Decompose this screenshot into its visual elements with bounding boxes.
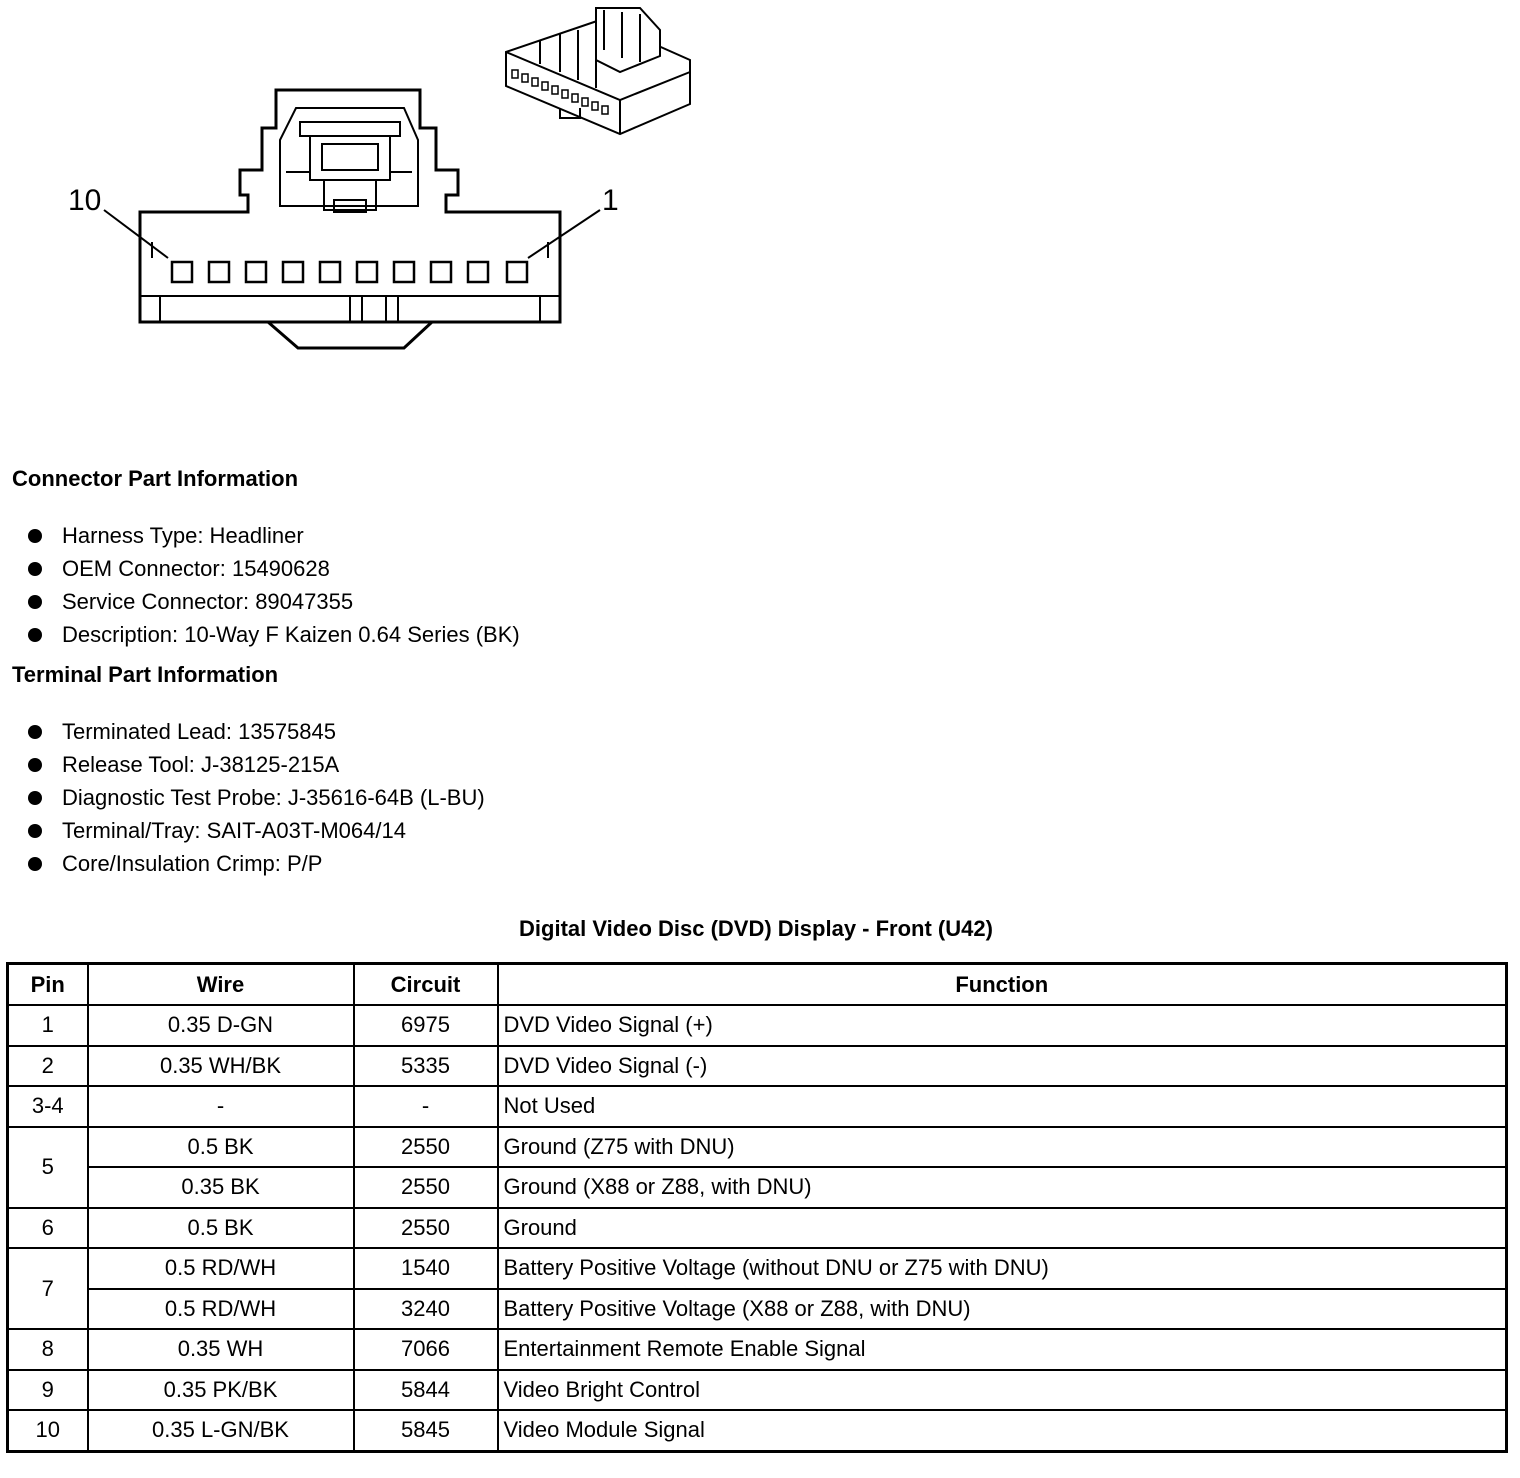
cell-wire: - <box>88 1086 354 1127</box>
cell-function: DVD Video Signal (+) <box>498 1005 1507 1046</box>
cell-circuit: 2550 <box>354 1167 498 1208</box>
table-row <box>8 1086 1507 1127</box>
list-item: OEM Connector: 15490628 <box>28 552 520 585</box>
cell-circuit: 5845 <box>354 1410 498 1451</box>
cell-wire: 0.5 BK <box>88 1208 354 1249</box>
cell-wire: 0.5 RD/WH <box>88 1248 354 1289</box>
cell-wire: 0.35 D-GN <box>88 1005 354 1046</box>
cell-pin: 7 <box>8 1248 88 1329</box>
cell-function: Entertainment Remote Enable Signal <box>498 1329 1507 1370</box>
cell-pin: 8 <box>8 1329 88 1370</box>
table-row <box>8 1410 1507 1451</box>
table-title: Digital Video Disc (DVD) Display - Front (U42) <box>519 916 993 941</box>
cell-pin: 6 <box>8 1208 88 1249</box>
cell-function: DVD Video Signal (-) <box>498 1046 1507 1087</box>
header-pin: Pin <box>8 964 88 1006</box>
connector-diagram <box>0 0 760 420</box>
table-row <box>8 1329 1507 1370</box>
cell-circuit: 2550 <box>354 1208 498 1249</box>
list-item: Description: 10-Way F Kaizen 0.64 Series (BK) <box>28 618 520 651</box>
cell-circuit: 6975 <box>354 1005 498 1046</box>
cell-pin: 9 <box>8 1370 88 1411</box>
cell-circuit: 3240 <box>354 1289 498 1330</box>
pin-10-label: 10 <box>68 184 102 217</box>
list-item: Diagnostic Test Probe: J-35616-64B (L-BU) <box>28 781 485 814</box>
pinout-table <box>6 962 1508 1453</box>
header-wire: Wire <box>88 964 354 1006</box>
cell-function: Video Module Signal <box>498 1410 1507 1451</box>
cell-pin: 10 <box>8 1410 88 1451</box>
table-row <box>8 1208 1507 1249</box>
cell-circuit: 5335 <box>354 1046 498 1087</box>
header-function: Function <box>498 964 1507 1006</box>
terminal-info-list <box>28 715 485 880</box>
cell-pin: 1 <box>8 1005 88 1046</box>
cell-circuit: 2550 <box>354 1127 498 1168</box>
list-item: Harness Type: Headliner <box>28 519 520 552</box>
table-row <box>8 1289 1507 1330</box>
cell-wire: 0.35 PK/BK <box>88 1370 354 1411</box>
cell-function: Ground <box>498 1208 1507 1249</box>
connector-face-drawing <box>0 0 760 420</box>
table-row <box>8 1127 1507 1168</box>
list-item: Terminal/Tray: SAIT-A03T-M064/14 <box>28 814 485 847</box>
pin-cavities <box>172 262 527 282</box>
cell-wire: 0.5 BK <box>88 1127 354 1168</box>
cell-circuit: 1540 <box>354 1248 498 1289</box>
cell-circuit: 5844 <box>354 1370 498 1411</box>
cell-wire: 0.35 WH <box>88 1329 354 1370</box>
connector-info-title: Connector Part Information <box>12 466 299 491</box>
table-row <box>8 1167 1507 1208</box>
table-row <box>8 1005 1507 1046</box>
cell-circuit: - <box>354 1086 498 1127</box>
connector-iso-view <box>506 8 690 134</box>
table-row <box>8 1370 1507 1411</box>
cell-wire: 0.5 RD/WH <box>88 1289 354 1330</box>
cell-function: Ground (Z75 with DNU) <box>498 1127 1507 1168</box>
terminal-info-title: Terminal Part Information <box>12 662 279 687</box>
cell-function: Battery Positive Voltage (without DNU or Z75 with DNU) <box>498 1248 1507 1289</box>
header-circuit: Circuit <box>354 964 498 1006</box>
cell-function: Not Used <box>498 1086 1507 1127</box>
table-header-row <box>8 964 1507 1006</box>
table-row <box>8 1046 1507 1087</box>
cell-circuit: 7066 <box>354 1329 498 1370</box>
list-item: Core/Insulation Crimp: P/P <box>28 847 485 880</box>
table-row <box>8 1248 1507 1289</box>
cell-pin: 2 <box>8 1046 88 1087</box>
connector-info-list <box>28 519 520 651</box>
cell-wire: 0.35 L-GN/BK <box>88 1410 354 1451</box>
cell-function: Ground (X88 or Z88, with DNU) <box>498 1167 1507 1208</box>
cell-function: Battery Positive Voltage (X88 or Z88, with DNU) <box>498 1289 1507 1330</box>
cell-wire: 0.35 WH/BK <box>88 1046 354 1087</box>
cell-pin: 3-4 <box>8 1086 88 1127</box>
list-item: Release Tool: J-38125-215A <box>28 748 485 781</box>
cell-function: Video Bright Control <box>498 1370 1507 1411</box>
list-item: Service Connector: 89047355 <box>28 585 520 618</box>
list-item: Terminated Lead: 13575845 <box>28 715 485 748</box>
cell-wire: 0.35 BK <box>88 1167 354 1208</box>
cell-pin: 5 <box>8 1127 88 1208</box>
pin-1-label: 1 <box>602 184 619 217</box>
